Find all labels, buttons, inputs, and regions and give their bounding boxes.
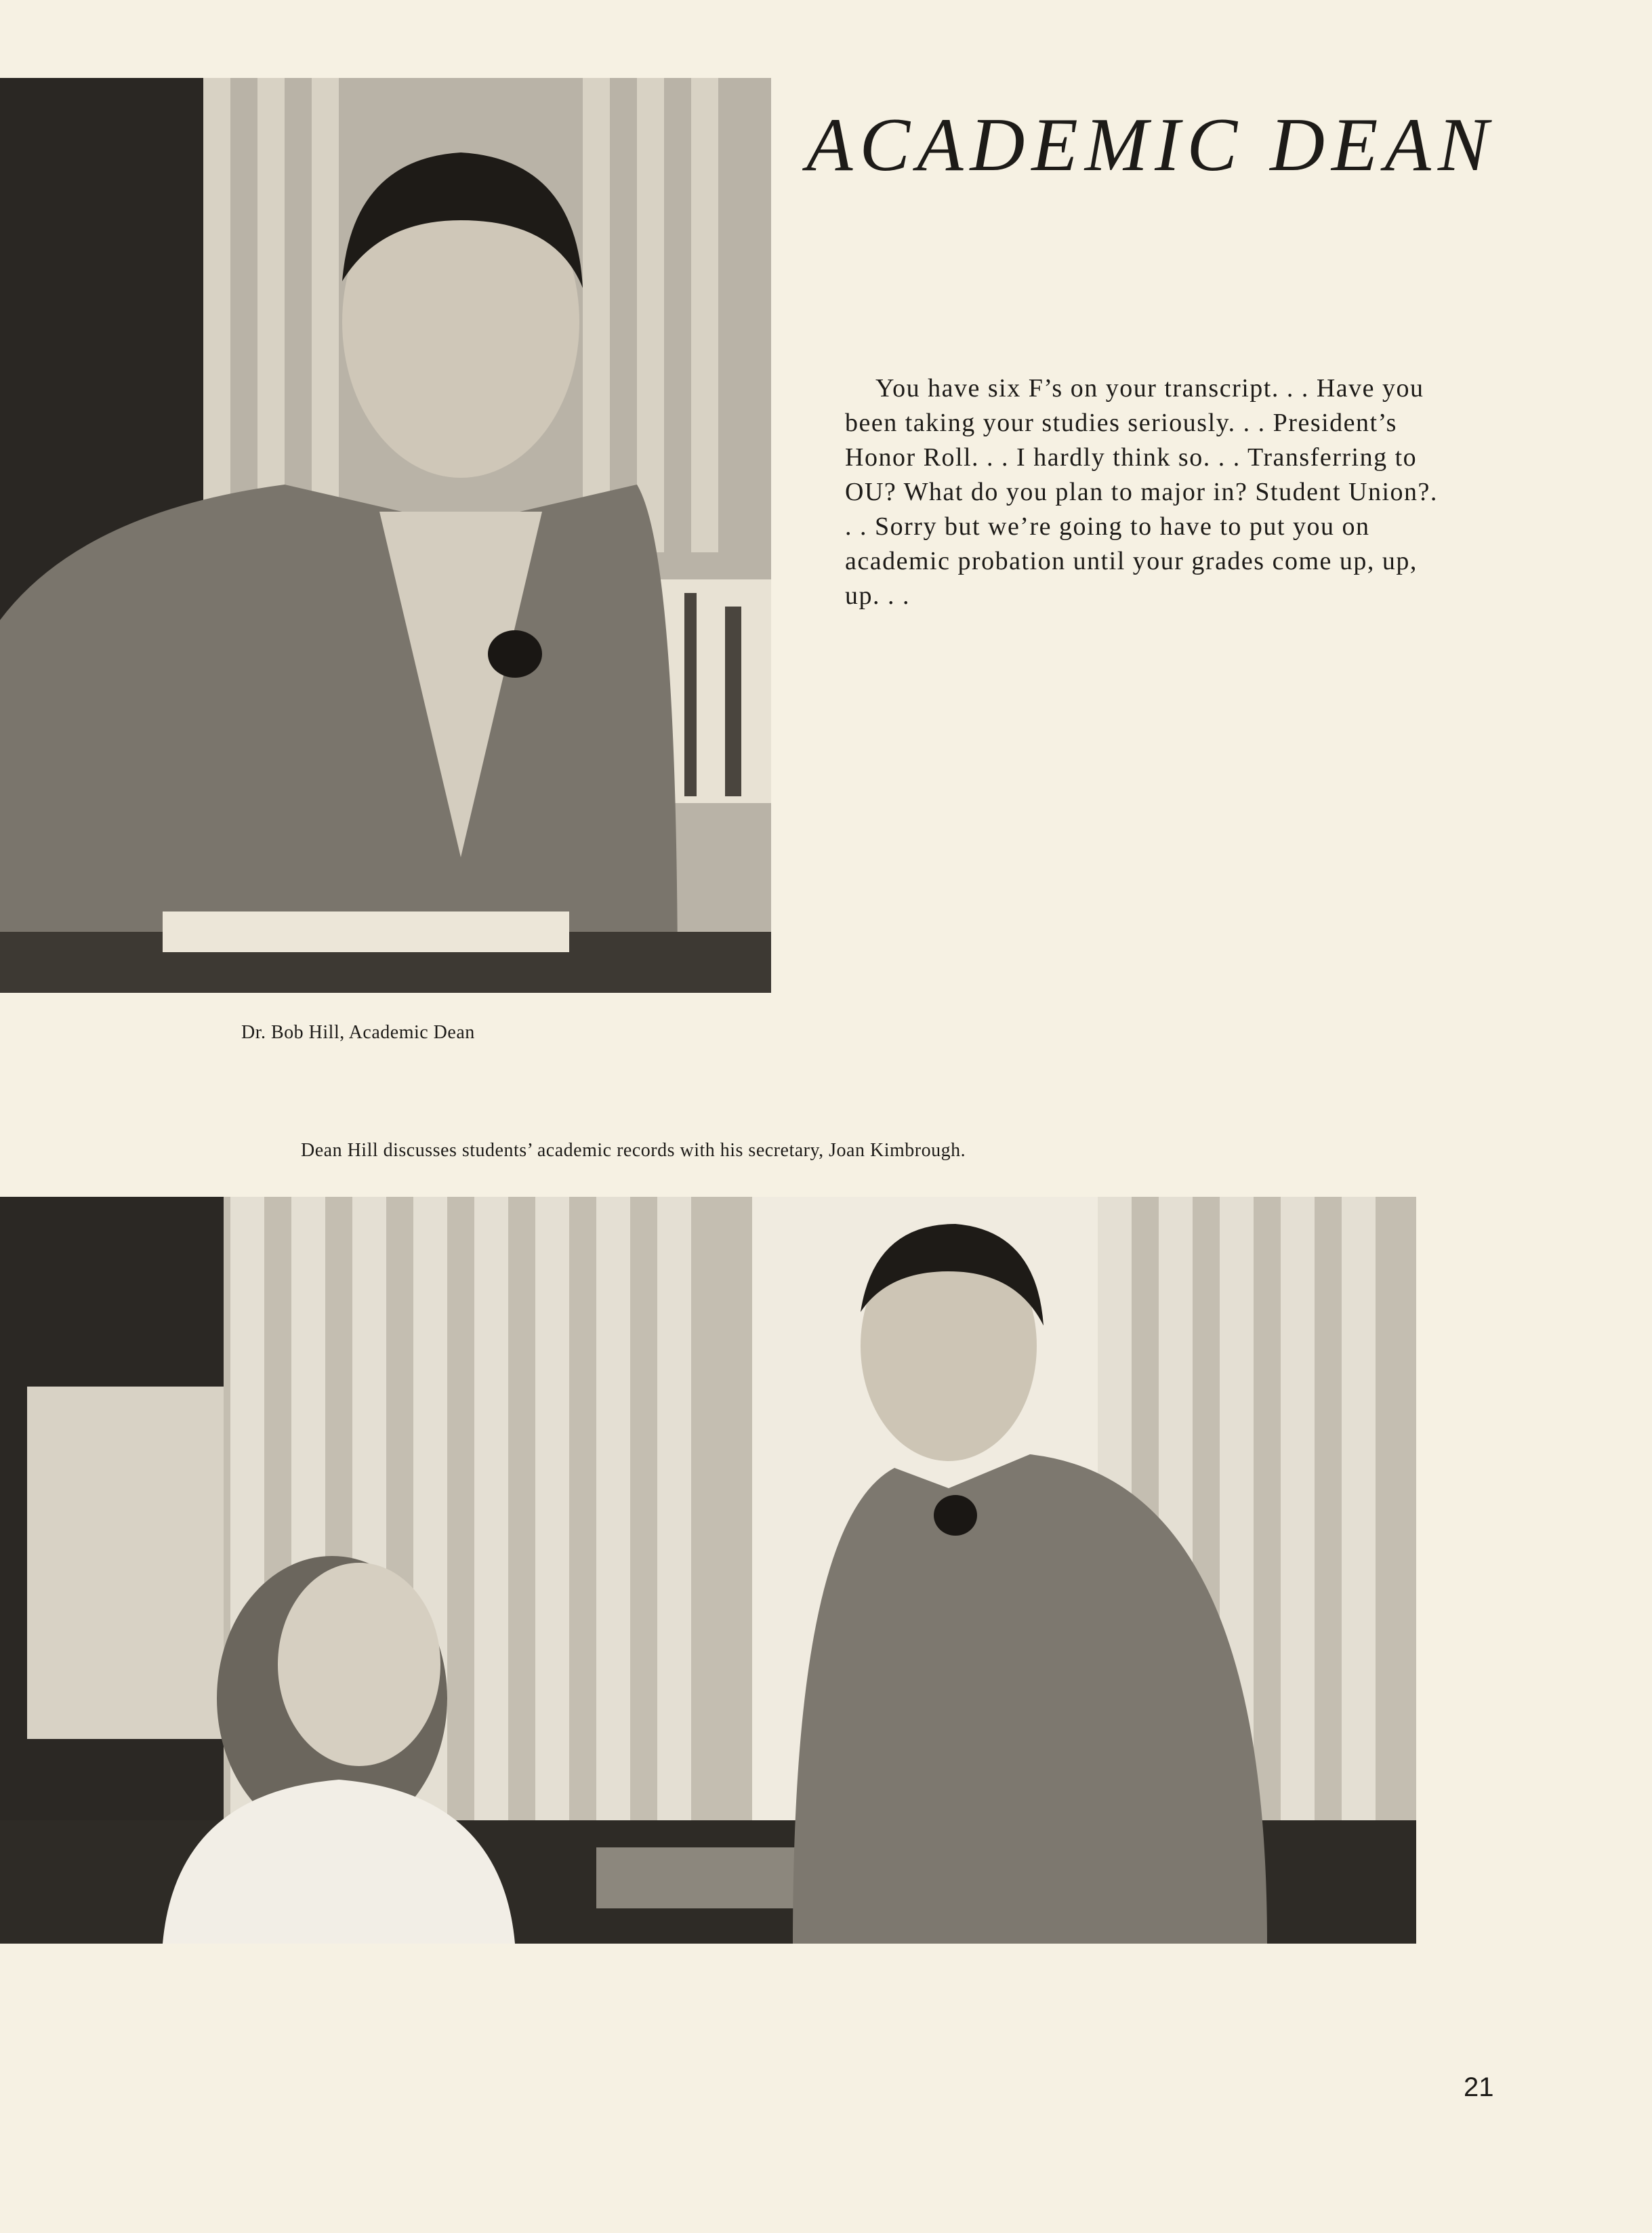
dean-portrait-illustration bbox=[0, 78, 771, 993]
office-scene-illustration bbox=[0, 1197, 1416, 1944]
page-number: 21 bbox=[1464, 2072, 1494, 2102]
body-paragraph: You have six F’s on your transcript. . . Have you been taking your studies seriously. . . President’s Honor Roll. . . I hardly think so. . . Transferring to OU? What do you plan to major in? Student Union?. . . Sorry but we’re going to have to put you on academic probation until your grades come up, up, up. . . bbox=[845, 374, 1438, 610]
office-photo-caption: Dean Hill discusses students’ academic records with his secretary, Joan Kimbrough. bbox=[301, 1140, 966, 1161]
dean-portrait-photo bbox=[0, 78, 771, 993]
page-title: ACADEMIC DEAN bbox=[806, 103, 1495, 187]
dean-and-secretary-photo bbox=[0, 1197, 1416, 1944]
portrait-caption: Dr. Bob Hill, Academic Dean bbox=[241, 1022, 475, 1043]
